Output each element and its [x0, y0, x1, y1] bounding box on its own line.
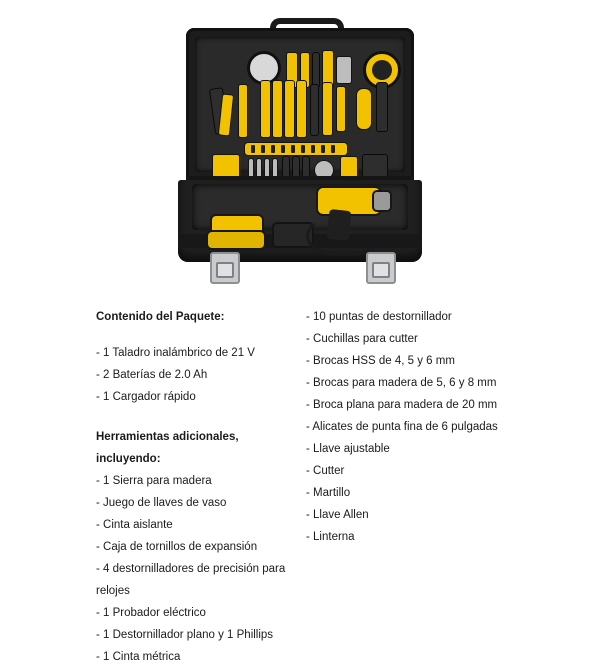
- case-lid-inner: [195, 37, 405, 172]
- pressure-gauge-icon: [247, 51, 281, 85]
- list-item: - 1 Probador eléctrico: [96, 607, 206, 619]
- package-contents-heading: Contenido del Paquete:: [96, 311, 225, 323]
- list-item: - Llave ajustable: [306, 443, 390, 455]
- list-item: - Alicates de punta fina de 6 pulgadas: [306, 421, 498, 433]
- tool-bit-driver: [313, 53, 319, 87]
- case-latch-right: [366, 252, 396, 284]
- case-lid: [186, 28, 414, 180]
- list-item: - Cutter: [306, 465, 345, 477]
- tool-cutter: [377, 83, 387, 131]
- list-item: - Linterna: [306, 531, 355, 543]
- tool-flashlight: [357, 89, 371, 129]
- additional-tools-heading: Herramientas adicionales, incluyendo:: [96, 431, 239, 465]
- tool-tester: [337, 87, 345, 131]
- list-item: - 1 Cargador rápido: [96, 391, 196, 403]
- tool-screwdriver: [323, 51, 333, 87]
- tool-wrench: [337, 57, 351, 83]
- list-item: - 10 puntas de destornillador: [306, 311, 452, 323]
- list-item: - 1 Cinta métrica: [96, 651, 181, 663]
- drill-grip: [326, 209, 351, 241]
- list-item: - 2 Baterías de 2.0 Ah: [96, 369, 208, 381]
- tool-precision-driver: [311, 85, 318, 135]
- tool-case: [178, 28, 422, 276]
- list-item: - Caja de tornillos de expansión: [96, 541, 258, 553]
- cordless-drill: [318, 188, 380, 214]
- list-item: - Brocas HSS de 4, 5 y 6 mm: [306, 355, 455, 367]
- list-item: - Brocas para madera de 5, 6 y 8 mm: [306, 377, 497, 389]
- list-item: - 4 destornilladores de precisión para relojes: [96, 563, 289, 597]
- tool-long-nose-pliers: [239, 85, 247, 137]
- tool-screwdriver: [285, 81, 294, 137]
- list-item: - Juego de llaves de vaso: [96, 497, 227, 509]
- tool-screwdriver: [323, 83, 332, 135]
- tool-screwdriver: [297, 81, 306, 137]
- tool-screwdriver: [273, 81, 282, 137]
- battery-pack-second: [208, 232, 264, 248]
- list-item: - 1 Destornillador plano y 1 Phillips: [96, 629, 274, 641]
- product-photo: [0, 0, 600, 290]
- package-contents-text: [0, 296, 600, 663]
- right-column: [306, 306, 526, 548]
- list-item: - 1 Taladro inalámbrico de 21 V: [96, 347, 255, 359]
- list-item: - Martillo: [306, 487, 351, 499]
- tool-screwdriver: [261, 81, 270, 137]
- list-item: - Cinta aislante: [96, 519, 173, 531]
- bit-set-strip: [245, 143, 347, 155]
- list-item: - Llave Allen: [306, 509, 369, 521]
- drill-chuck: [374, 192, 390, 210]
- left-column: [96, 306, 306, 668]
- case-latch-left: [210, 252, 240, 284]
- list-item: - 1 Sierra para madera: [96, 475, 212, 487]
- list-item: - Broca plana para madera de 20 mm: [306, 399, 498, 411]
- list-item: - Cuchillas para cutter: [306, 333, 418, 345]
